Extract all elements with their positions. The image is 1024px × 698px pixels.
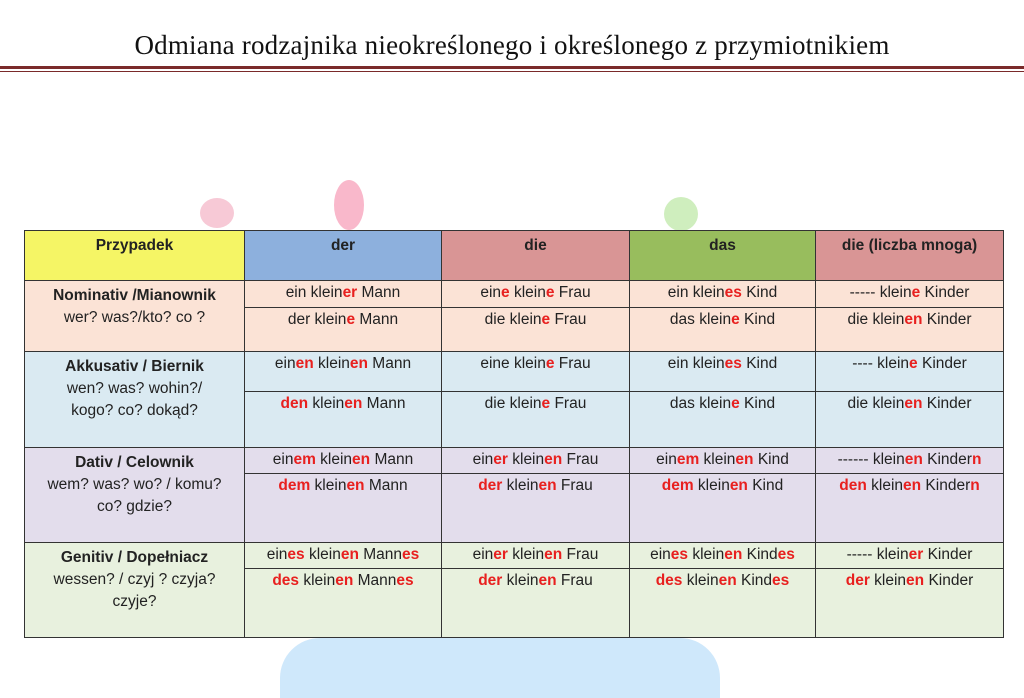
form-text: Kind [739, 395, 776, 413]
form-cell [816, 392, 1004, 447]
decorative-blob [664, 197, 698, 231]
form-cell [245, 392, 442, 447]
form-text: ----- klein [846, 546, 909, 564]
form-text: Kinder [923, 546, 973, 564]
ending-text: der [478, 572, 503, 590]
case-questions: wer? was?/kto? co ? [63, 309, 206, 327]
form-text: ein [472, 546, 494, 564]
form-text: ein [650, 546, 671, 564]
case-name: Dativ / Celownik [75, 453, 194, 471]
ending-text: en [904, 395, 923, 413]
header-row [25, 231, 1004, 281]
form-text: ------ klein [837, 450, 905, 468]
form-cell [245, 351, 442, 391]
form-text: Frau [554, 284, 591, 302]
decorative-blob [280, 638, 720, 698]
title-rule-thin [0, 71, 1024, 72]
form-text: Frau [556, 572, 593, 590]
ending-text: en [729, 476, 748, 494]
table-row [25, 447, 1004, 473]
form-text: ein klein [667, 284, 725, 302]
ending-text: en [340, 546, 359, 564]
form-text: Frau [562, 450, 599, 468]
ending-text: e [545, 284, 555, 302]
table-row [25, 543, 1004, 569]
ending-text: den [839, 476, 867, 494]
form-text: klein [502, 572, 539, 590]
form-cell [442, 281, 630, 307]
table-row [25, 351, 1004, 391]
form-cell [816, 281, 1004, 307]
form-cell [442, 307, 630, 351]
case-genitiv [25, 543, 245, 638]
form-cell [630, 473, 816, 543]
form-text: klein [509, 284, 546, 302]
ending-text: em [676, 450, 700, 468]
form-text: Kind [742, 546, 778, 564]
form-text: der klein [287, 310, 347, 328]
form-text: Mann [357, 284, 401, 302]
ending-text: en [906, 572, 925, 590]
form-text: Frau [550, 310, 587, 328]
ending-text: dem [278, 476, 311, 494]
form-text: Mann [367, 354, 412, 372]
form-text: klein [299, 572, 336, 590]
case-questions: wessen? / czyj ? czyja? [53, 571, 216, 589]
header-das: das [630, 231, 816, 281]
ending-text: e [346, 310, 356, 328]
ending-text: en [344, 395, 363, 413]
header-der: der [245, 231, 442, 281]
ending-text: es [724, 284, 742, 302]
form-text: ein [266, 546, 288, 564]
ending-text: den [280, 395, 309, 413]
ending-text: em [293, 450, 316, 468]
ending-text: es [396, 572, 414, 590]
form-cell [630, 351, 816, 391]
form-text: ein [480, 284, 502, 302]
form-cell [816, 569, 1004, 638]
ending-text: en [904, 450, 923, 468]
ending-text: e [731, 395, 740, 413]
form-cell [630, 543, 816, 569]
form-text: die klein [484, 310, 542, 328]
form-text: klein [507, 546, 545, 564]
form-cell [816, 473, 1004, 543]
header-plural: die (liczba mnoga) [816, 231, 1004, 281]
declension-table [24, 230, 1004, 638]
ending-text: der [845, 572, 870, 590]
form-cell [630, 569, 816, 638]
form-text: ----- klein [849, 284, 912, 302]
title-rule-thick [0, 66, 1024, 69]
form-text: klein [869, 572, 907, 590]
ending-text: en [724, 546, 743, 564]
ending-text: es [772, 572, 790, 590]
form-cell [245, 281, 442, 307]
ending-text: e [909, 354, 918, 372]
form-text: klein [693, 476, 730, 494]
ending-text: en [904, 310, 923, 328]
ending-text: en [538, 476, 557, 494]
table-row [25, 281, 1004, 307]
form-text: Frau [554, 354, 591, 372]
form-text: Kinder [922, 395, 972, 413]
form-cell [630, 392, 816, 447]
form-text: Kind [736, 572, 773, 590]
form-text: Kinder [922, 310, 972, 328]
form-text: klein [688, 546, 725, 564]
ending-text: e [541, 395, 551, 413]
ending-text: n [971, 450, 982, 468]
ending-text: des [272, 572, 300, 590]
case-questions: kogo? co? dokąd? [71, 401, 198, 419]
form-text: Kinder [921, 476, 971, 494]
ending-text: en [295, 354, 314, 372]
case-questions: wen? was? wohin?/ [66, 379, 203, 397]
ending-text: en [538, 572, 557, 590]
form-text: klein [308, 395, 345, 413]
decorative-blob [334, 180, 364, 230]
ending-text: en [346, 476, 365, 494]
form-text: klein [315, 450, 353, 468]
decorative-blob [200, 198, 234, 228]
form-text: Kind [747, 476, 784, 494]
form-text: Kind [741, 354, 778, 372]
ending-text: des [655, 572, 683, 590]
form-cell [442, 543, 630, 569]
form-cell [245, 473, 442, 543]
header-case: Przypadek [25, 231, 245, 281]
case-akkusativ [25, 351, 245, 447]
form-text: Frau [550, 395, 587, 413]
form-text: Kind [741, 284, 778, 302]
form-text: eine klein [480, 354, 546, 372]
ending-text: en [544, 450, 563, 468]
form-text: die klein [847, 395, 905, 413]
ending-text: dem [661, 476, 694, 494]
form-cell [816, 447, 1004, 473]
ending-text: der [478, 476, 503, 494]
case-questions: czyje? [112, 593, 157, 611]
form-cell [245, 447, 442, 473]
ending-text: e [911, 284, 921, 302]
form-cell [442, 473, 630, 543]
form-cell [630, 307, 816, 351]
form-text: klein [313, 354, 350, 372]
form-text: ein klein [667, 354, 725, 372]
form-text: das klein [669, 310, 732, 328]
form-cell [442, 447, 630, 473]
form-cell [245, 543, 442, 569]
ending-text: e [501, 284, 510, 302]
form-cell [245, 569, 442, 638]
form-text: klein [502, 476, 539, 494]
ending-text: en [544, 546, 563, 564]
form-cell [442, 392, 630, 447]
form-text: Kind [739, 310, 776, 328]
ending-text: en [352, 450, 371, 468]
form-text: klein [304, 546, 341, 564]
ending-text: e [731, 310, 740, 328]
form-text: Kinder [920, 284, 970, 302]
ending-text: er [342, 284, 358, 302]
form-text: Mann [370, 450, 414, 468]
ending-text: en [903, 476, 922, 494]
form-text: ein [656, 450, 677, 468]
form-text: ein [272, 450, 294, 468]
ending-text: es [777, 546, 795, 564]
form-cell [630, 447, 816, 473]
form-text: die klein [484, 395, 542, 413]
form-text: Kinder [917, 354, 967, 372]
form-cell [442, 351, 630, 391]
form-cell [630, 281, 816, 307]
ending-text: es [670, 546, 689, 564]
ending-text: er [493, 450, 508, 468]
ending-text: er [908, 546, 924, 564]
form-text: Mann [364, 476, 408, 494]
ending-text: es [402, 546, 420, 564]
form-text: klein [682, 572, 719, 590]
ending-text: e [541, 310, 551, 328]
case-questions: co? gdzie? [97, 497, 172, 515]
case-name: Akkusativ / Biernik [65, 357, 204, 375]
form-cell [816, 543, 1004, 569]
case-dativ [25, 447, 245, 543]
form-text: Mann [362, 395, 406, 413]
form-cell [816, 351, 1004, 391]
header-die: die [442, 231, 630, 281]
form-text: Kinder [924, 572, 974, 590]
form-text: Frau [562, 546, 599, 564]
form-text: Mann [353, 572, 397, 590]
form-text: ---- klein [852, 354, 910, 372]
case-name: Nominativ /Mianownik [53, 287, 216, 305]
ending-text: n [970, 476, 980, 494]
ending-text: e [545, 354, 555, 372]
case-name: Genitiv / Dopełniacz [60, 549, 209, 567]
form-text: Kinder [922, 450, 972, 468]
page-title: Odmiana rodzajnika nieokreślonego i określonego z przymiotnikiem [134, 30, 890, 60]
form-text: Kind [753, 450, 789, 468]
ending-text: en [335, 572, 354, 590]
form-text: Mann [358, 546, 403, 564]
form-cell [245, 307, 442, 351]
form-text: Frau [556, 476, 593, 494]
form-cell [442, 569, 630, 638]
case-nominativ [25, 281, 245, 352]
ending-text: en [735, 450, 754, 468]
form-text: das klein [669, 395, 732, 413]
form-text: klein [699, 450, 736, 468]
ending-text: en [349, 354, 368, 372]
form-text: die klein [847, 310, 905, 328]
ending-text: en [718, 572, 737, 590]
form-text: ein [274, 354, 296, 372]
form-text: klein [507, 450, 545, 468]
form-cell [816, 307, 1004, 351]
ending-text: es [287, 546, 305, 564]
ending-text: es [724, 354, 742, 372]
form-text: Mann [355, 310, 399, 328]
form-text: klein [310, 476, 347, 494]
form-text: ein [472, 450, 494, 468]
case-questions: wem? was? wo? / komu? [47, 475, 222, 493]
ending-text: er [493, 546, 508, 564]
form-text: klein [866, 476, 904, 494]
form-text: ein klein [285, 284, 343, 302]
